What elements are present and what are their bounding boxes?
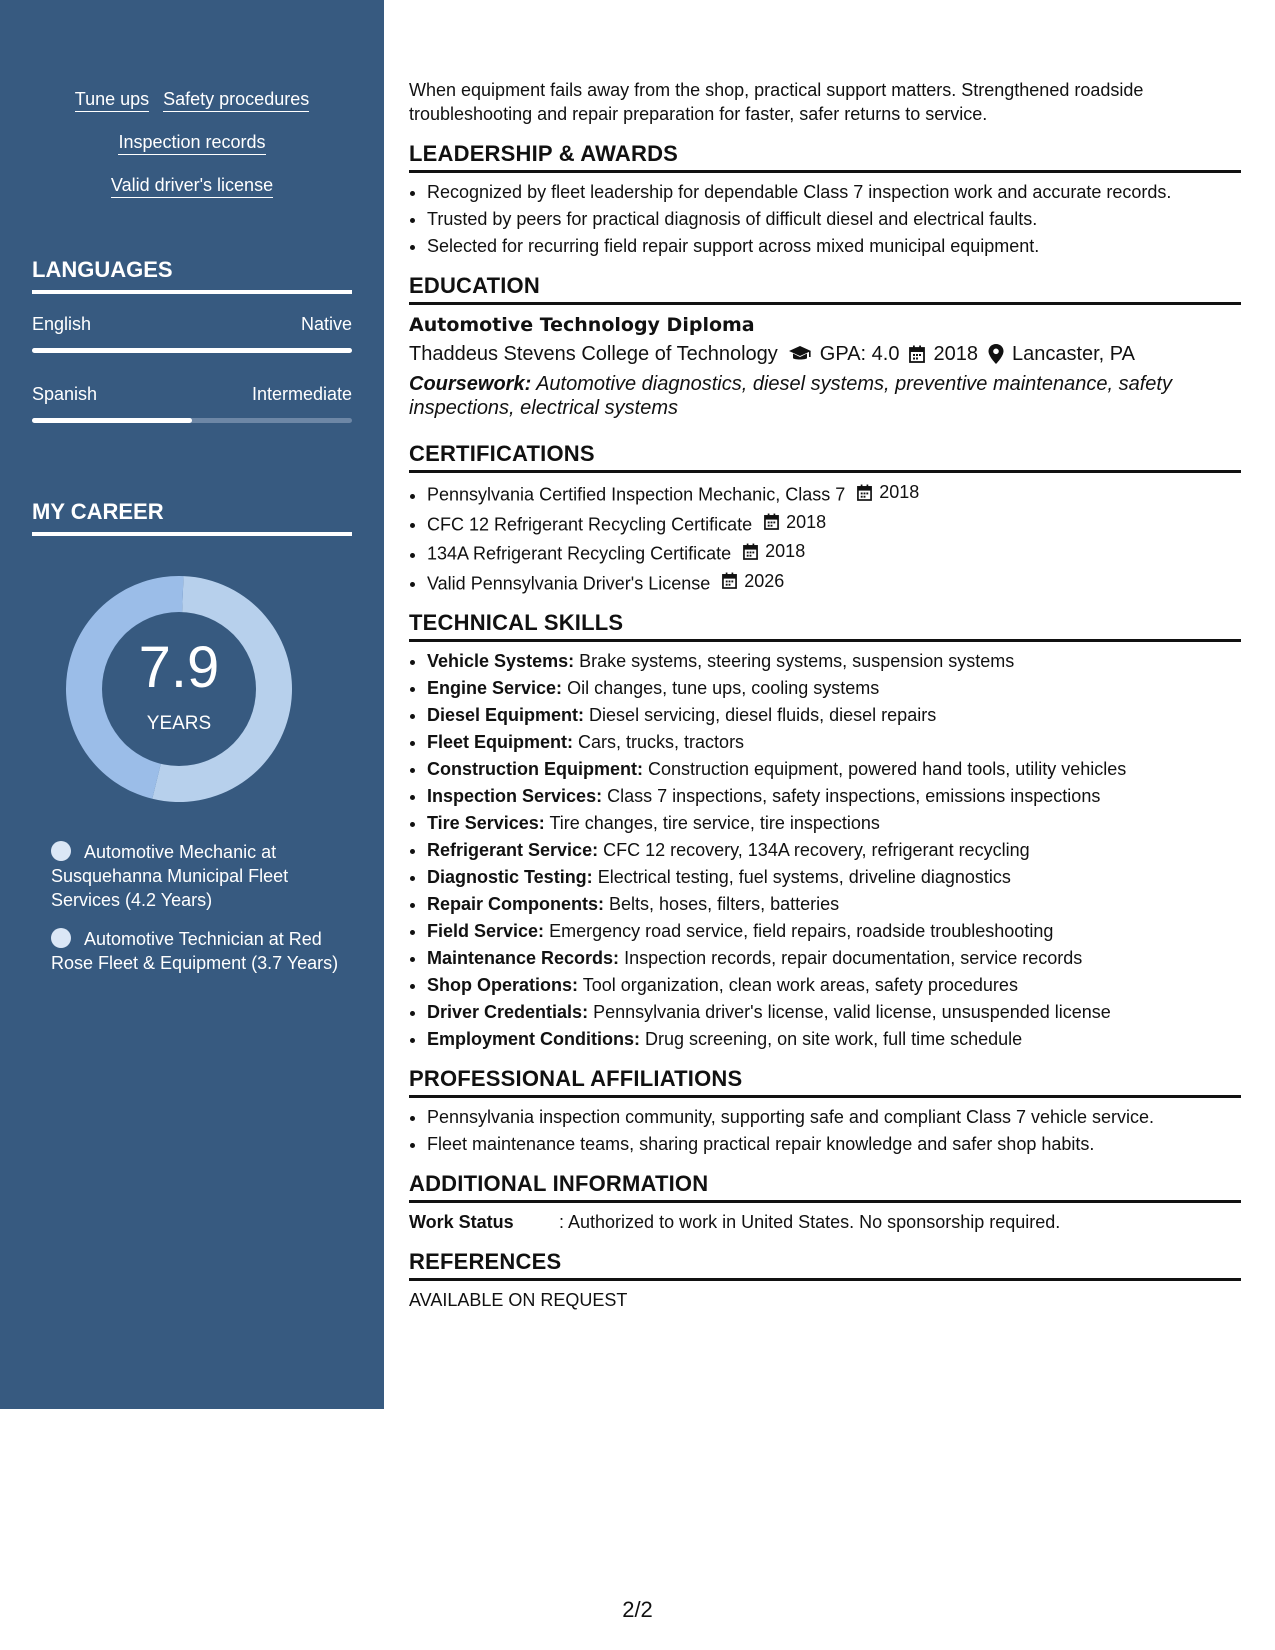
- certification-name: 134A Refrigerant Recycling Certificate: [427, 543, 732, 564]
- skill-text: CFC 12 recovery, 134A recovery, refrigerant recycling: [603, 840, 1030, 860]
- skill-text: Cars, trucks, tractors: [578, 732, 745, 752]
- school-name: Thaddeus Stevens College of Technology: [409, 343, 778, 365]
- list-item: • Selected for recurring field repair support across mixed municipal equipment.: [427, 234, 1241, 258]
- career-item-text: Automotive Technician at Red Rose Fleet & Equipment (3.7 Years): [51, 929, 339, 973]
- section-title: EDUCATION: [409, 272, 1241, 305]
- skill-text: Belts, hoses, filters, batteries: [609, 894, 840, 914]
- skill-label: Engine Service:: [427, 678, 563, 698]
- technical-skills-section: [409, 609, 1241, 1051]
- skill-item: [427, 838, 1241, 862]
- list-item: • Fleet maintenance teams, sharing practical repair knowledge and safer shop habits.: [427, 1132, 1241, 1156]
- graduation-cap-icon: [788, 345, 812, 363]
- tag-safety-procedures[interactable]: Safety procedures: [163, 88, 309, 112]
- work-status-label: Work Status: [409, 1212, 514, 1232]
- skill-text: Construction equipment, powered hand tools, utility vehicles: [648, 759, 1127, 779]
- references-text: AVAILABLE ON REQUEST: [409, 1290, 628, 1310]
- affiliations-section: [409, 1065, 1241, 1156]
- section-title: PROFESSIONAL AFFILIATIONS: [409, 1065, 1241, 1098]
- skill-label: Diesel Equipment:: [427, 705, 585, 725]
- skill-text: Brake systems, steering systems, suspension systems: [579, 651, 1015, 671]
- skill-text: Tire changes, tire service, tire inspections: [549, 813, 880, 833]
- skill-text: Inspection records, repair documentation, service records: [624, 948, 1083, 968]
- skill-item: [427, 676, 1241, 700]
- language-bar: [32, 348, 352, 353]
- career-dot: [51, 841, 71, 861]
- skill-item: [427, 946, 1241, 970]
- skill-label: Shop Operations:: [427, 975, 579, 995]
- skill-label: Field Service:: [427, 921, 545, 941]
- skill-item: [427, 649, 1241, 673]
- skill-label: Driver Credentials:: [427, 1002, 589, 1022]
- skill-label: Repair Components:: [427, 894, 605, 914]
- list-item: • Recognized by fleet leadership for dependable Class 7 inspection work and accurate records.: [427, 180, 1241, 204]
- skill-item: [427, 784, 1241, 808]
- skill-label: Diagnostic Testing:: [427, 867, 593, 887]
- certification-item: [427, 480, 1241, 507]
- career-heading: MY CAREER: [32, 499, 352, 536]
- certification-item: [427, 569, 1241, 596]
- skill-text: Oil changes, tune ups, cooling systems: [567, 678, 880, 698]
- location-pin-icon: [988, 344, 1004, 364]
- section-title: ADDITIONAL INFORMATION: [409, 1170, 1241, 1203]
- certification-name: Pennsylvania Certified Inspection Mechanic, Class 7: [427, 484, 846, 505]
- gpa: GPA: 4.0: [819, 343, 900, 365]
- language-name: Spanish: [32, 384, 98, 404]
- skill-text: Tool organization, clean work areas, safety procedures: [582, 975, 1018, 995]
- calendar-icon: [722, 572, 741, 589]
- school-location: Lancaster, PA: [1011, 343, 1135, 365]
- education-details: [409, 338, 1241, 370]
- certification-item: [427, 510, 1241, 537]
- skill-item: [427, 1027, 1241, 1051]
- skill-text: Drug screening, on site work, full time schedule: [645, 1029, 1023, 1049]
- language-bar-fill: [32, 418, 192, 423]
- skill-label: Inspection Services:: [427, 786, 603, 806]
- skill-item: [427, 703, 1241, 727]
- skill-label: Maintenance Records:: [427, 948, 620, 968]
- career-donut-chart: [66, 576, 292, 802]
- skill-text: Diesel servicing, diesel fluids, diesel repairs: [589, 705, 937, 725]
- education-section: [409, 272, 1241, 420]
- career-years-label: YEARS: [146, 713, 212, 734]
- section-title: CERTIFICATIONS: [409, 440, 1241, 473]
- skill-text: Emergency road service, field repairs, roadside troubleshooting: [549, 921, 1054, 941]
- certification-name: CFC 12 Refrigerant Recycling Certificate: [427, 514, 753, 534]
- skill-text: Pennsylvania driver's license, valid license, unsuspended license: [593, 1002, 1111, 1022]
- tag-drivers-license[interactable]: Valid driver's license: [111, 174, 273, 198]
- coursework-label: Coursework:: [409, 373, 532, 395]
- skill-label: Fleet Equipment:: [427, 732, 574, 752]
- language-level: Intermediate: [251, 384, 352, 404]
- skill-item: [427, 865, 1241, 889]
- skill-item: [427, 919, 1241, 943]
- career-item-text: Automotive Mechanic at Susquehanna Municipal Fleet Services (4.2 Years): [51, 842, 289, 910]
- skill-tags: [32, 88, 352, 217]
- tag-inspection-records[interactable]: Inspection records: [118, 131, 265, 155]
- language-bar: [32, 418, 352, 423]
- skill-text: Class 7 inspections, safety inspections, emissions inspections: [607, 786, 1101, 806]
- skill-text: Electrical testing, fuel systems, driveline diagnostics: [597, 867, 1011, 887]
- sidebar: [0, 0, 384, 1409]
- page-number: 2/2: [622, 1597, 653, 1622]
- career-years-value: 7.9: [138, 635, 220, 700]
- degree-name: Automotive Technology Diploma: [409, 314, 755, 336]
- skill-label: Employment Conditions:: [427, 1029, 640, 1049]
- language-bar-fill: [32, 348, 352, 353]
- work-status-value: : Authorized to work in United States. No sponsorship required.: [559, 1212, 1061, 1232]
- coursework: [409, 372, 1241, 420]
- career-item: [51, 840, 341, 912]
- skill-item: [427, 730, 1241, 754]
- certification-item: [427, 539, 1241, 566]
- list-item: • Trusted by peers for practical diagnosis of difficult diesel and electrical faults.: [427, 207, 1241, 231]
- calendar-icon: [857, 484, 876, 501]
- calendar-icon: [909, 345, 925, 363]
- skill-item: [427, 1000, 1241, 1024]
- certification-name: Valid Pennsylvania Driver's License: [427, 573, 711, 593]
- calendar-icon: [764, 513, 783, 530]
- languages-heading: LANGUAGES: [32, 257, 352, 294]
- intro-text: When equipment fails away from the shop, practical support matters. Strengthened roadside troubleshooting and repair preparation for faster, safer returns to service.: [409, 80, 1144, 124]
- list-item: • Pennsylvania inspection community, supporting safe and compliant Class 7 vehicle service.: [427, 1105, 1241, 1129]
- leadership-section: [409, 140, 1241, 258]
- skill-item: [427, 892, 1241, 916]
- skill-label: Vehicle Systems:: [427, 651, 575, 671]
- certification-year: 2018: [879, 482, 920, 502]
- skill-item: [427, 811, 1241, 835]
- language-level: Native: [300, 314, 352, 334]
- section-title: REFERENCES: [409, 1248, 1241, 1281]
- skill-label: Construction Equipment:: [427, 759, 643, 779]
- career-dot: [51, 928, 71, 948]
- coursework-text: Automotive diagnostics, diesel systems, preventive maintenance, safety inspections, electrical systems: [409, 373, 1172, 419]
- work-status-row: [409, 1210, 1241, 1234]
- language-name: English: [32, 314, 92, 334]
- skill-item: [427, 757, 1241, 781]
- certification-year: 2018: [786, 511, 827, 532]
- graduation-year: 2018: [933, 343, 978, 365]
- references-section: [409, 1248, 1241, 1312]
- section-title: TECHNICAL SKILLS: [409, 609, 1241, 642]
- additional-info-section: [409, 1170, 1241, 1234]
- skill-label: Tire Services:: [427, 813, 545, 833]
- tag-tune-ups[interactable]: Tune ups: [75, 88, 149, 112]
- certification-year: 2026: [744, 570, 785, 591]
- career-item: [51, 927, 341, 975]
- certification-year: 2018: [765, 541, 806, 561]
- section-title: LEADERSHIP & AWARDS: [409, 140, 1241, 173]
- main-content: [409, 78, 1241, 1312]
- certifications-section: [409, 440, 1241, 595]
- skill-item: [427, 973, 1241, 997]
- skill-label: Refrigerant Service:: [427, 840, 599, 860]
- calendar-icon: [743, 543, 762, 560]
